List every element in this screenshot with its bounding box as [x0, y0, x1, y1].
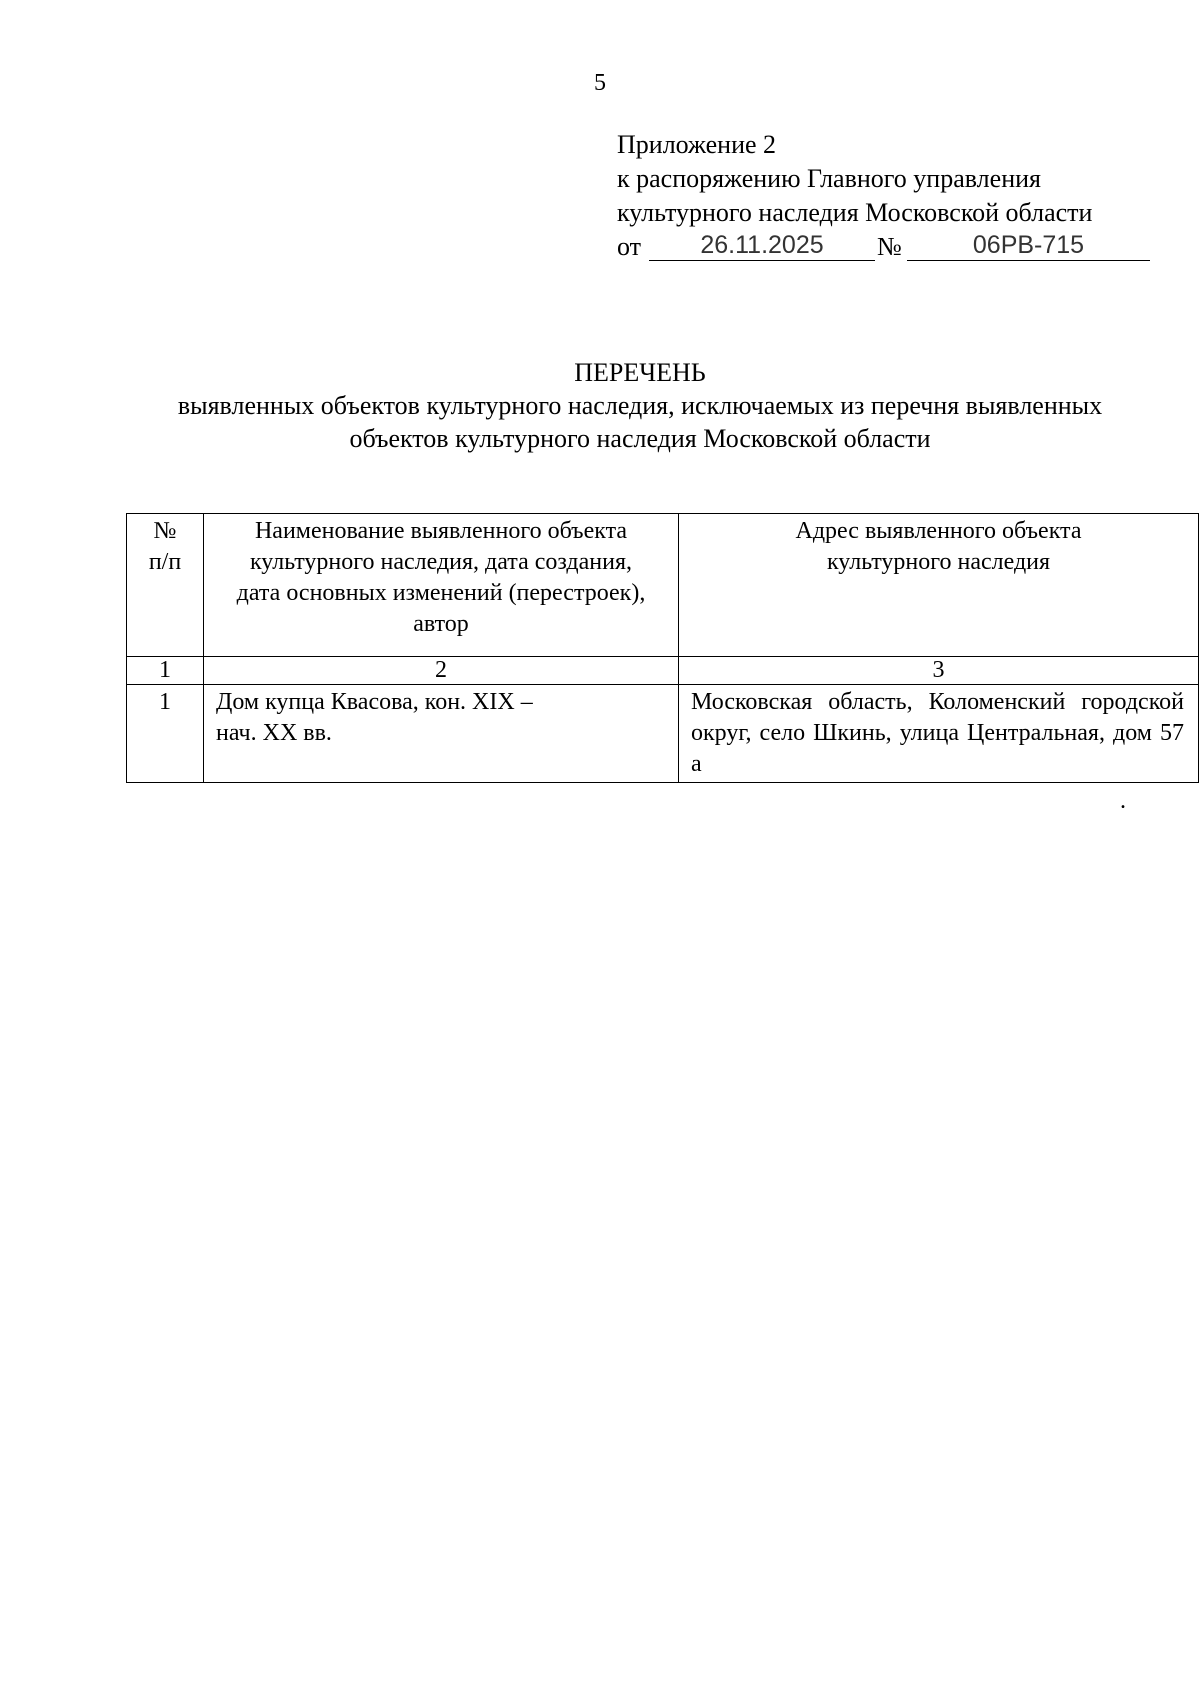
header-cell-address: [679, 514, 1199, 657]
column-number-cell: 1: [127, 657, 204, 685]
header-cell-number: [127, 514, 204, 657]
header-address-line: культурного наследия: [826, 549, 1051, 575]
appendix-block: [617, 128, 1147, 264]
header-name-line: дата основных изменений (перестроек),: [236, 580, 646, 606]
table-header-row: [127, 514, 1199, 657]
object-name-line: нач. XX вв.: [216, 720, 332, 746]
header-number-sign: №: [153, 518, 177, 544]
object-name-line: Дом купца Квасова, кон. XIX –: [216, 689, 533, 715]
row-number-cell: 1: [127, 685, 204, 783]
document-subtitle-line-1: выявленных объектов культурного наследия, исключаемых из перечня выявленных: [177, 391, 1103, 420]
header-name-line: культурного наследия, дата создания,: [249, 549, 633, 575]
header-name-line: автор: [413, 611, 469, 637]
appendix-title: Приложение 2: [617, 130, 777, 159]
object-address-text: Московская область, Коломенский городской округ, село Шкинь, улица Центральная, дом 57 а: [691, 689, 1184, 777]
header-number-abbr: п/п: [148, 549, 182, 575]
document-title-block: [120, 356, 1160, 455]
document-heading: ПЕРЕЧЕНЬ: [574, 358, 706, 387]
column-number-cell: 2: [204, 657, 679, 685]
order-number-field: 06РВ-715: [907, 230, 1150, 261]
order-date-number-line: [617, 230, 1147, 264]
heritage-objects-table: [126, 513, 1199, 783]
order-date-field: 26.11.2025: [649, 230, 875, 261]
document-subtitle-line-2: объектов культурного наследия Московской области: [349, 424, 931, 453]
table-row: [127, 685, 1199, 783]
object-address-cell: [679, 685, 1199, 783]
header-cell-name: [204, 514, 679, 657]
column-number-cell: 3: [679, 657, 1199, 685]
header-address-line: Адрес выявленного объекта: [795, 518, 1082, 544]
appendix-line-order-ref: к распоряжению Главного управления: [617, 164, 1041, 193]
header-name-line: Наименование выявленного объекта: [254, 518, 628, 544]
object-name-cell: [204, 685, 679, 783]
page-number: 5: [594, 70, 606, 96]
table-column-numbers-row: [127, 657, 1199, 685]
order-from-label: от: [617, 232, 642, 261]
order-number-label: №: [877, 232, 902, 261]
footer-dot-mark: .: [1120, 788, 1126, 814]
appendix-line-authority: культурного наследия Московской области: [617, 198, 1093, 227]
